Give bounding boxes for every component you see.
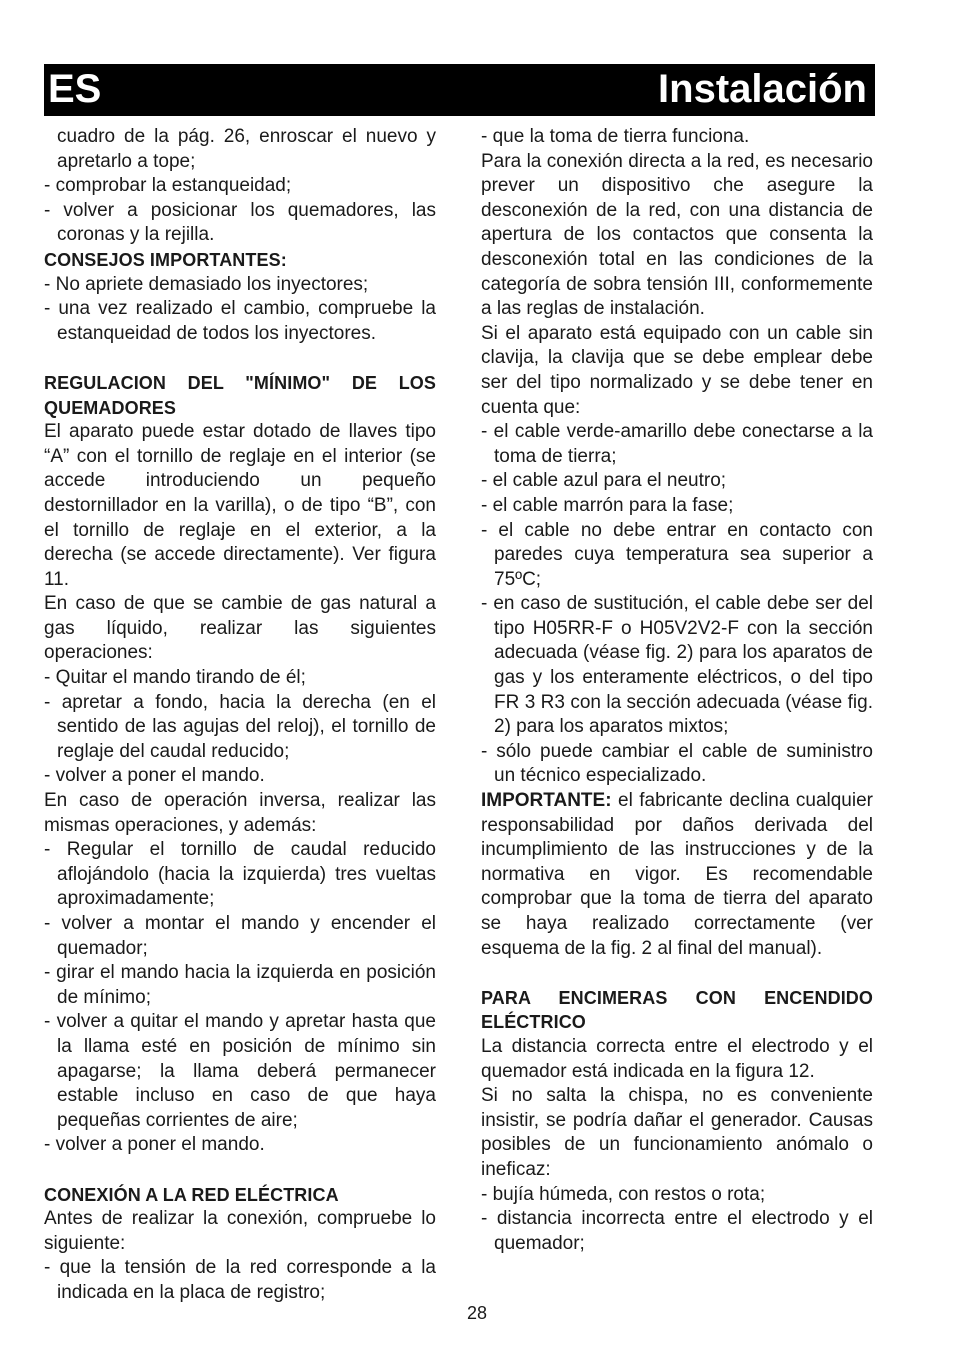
list-item: - Quitar el mando tirando de él;	[44, 667, 306, 689]
list-item: - Regular el tornillo de caudal reducido aflojándolo (hacia la izquierda) tres vueltas aproximadamente;	[44, 839, 436, 910]
page-header	[44, 64, 875, 116]
paragraph: Para la conexión directa a la red, es necesario prever un dispositivo che asegure la desconexión de la red, con una distancia de apertura de los contactos que consenta la desconexión total en las condiciones de la categoría de sobra tensión III, conformemente a las reglas de instalación.	[481, 150, 873, 320]
list-item: - una vez realizado el cambio, compruebe la estanqueidad de todos los inyectores.	[44, 298, 436, 344]
left-column	[44, 125, 436, 1306]
important-label: IMPORTANTE:	[481, 790, 612, 812]
list-item: - volver a poner el mando.	[44, 1134, 265, 1156]
list-item: - que la toma de tierra funciona.	[481, 126, 750, 147]
page-number: 28	[466, 1303, 488, 1323]
list-item: - sólo puede cambiar el cable de suministro un técnico especializado.	[481, 740, 873, 787]
section-heading: CONEXIÓN A LA RED ELÉCTRICA	[44, 1184, 339, 1205]
important-note	[481, 789, 873, 961]
language-code: ES	[48, 67, 102, 111]
list-item: - distancia incorrecta entre el electrodo y el quemador;	[481, 1208, 873, 1254]
list-item: - el cable azul para el neutro;	[481, 470, 727, 492]
list-item: - en caso de sustitución, el cable debe ser del tipo H05RR-F o H05V2V2-F con la sección adecuada (véase fig. 2) para los aparatos de gas y los enteramente eléctricos, o del tipo FR 3 R3 con la sección adecuada (véase fig. 2) para los aparatos mixtos;	[481, 593, 873, 738]
list-item: - bujía húmeda, con restos o rota;	[481, 1183, 766, 1205]
list-item: - que la tensión de la red corresponde a la indicada en la placa de registro;	[44, 1257, 436, 1303]
section-heading: PARA ENCIMERAS CON ENCENDIDO ELÉCTRICO	[481, 987, 873, 1033]
list-item: - volver a quitar el mando y apretar hasta que la llama esté en posición de mínimo sin apagarse; la llama deberá permanecer estable incluso en caso de que haya pequeñas corrientes de aire;	[44, 1011, 436, 1131]
section-heading: REGULACION DEL "MÍNIMO" DE LOS QUEMADORES	[44, 372, 436, 418]
list-item: - el cable marrón para la fase;	[481, 494, 734, 516]
list-item: - No apriete demasiado los inyectores;	[44, 273, 369, 295]
paragraph: cuadro de la pág. 26, enroscar el nuevo y apretarlo a tope;	[57, 126, 436, 172]
paragraph: En caso de que se cambie de gas natural a gas líquido, realizar las siguientes operaciones:	[44, 593, 436, 664]
important-text: el fabricante declina cualquier responsabilidad por daños derivada del incumplimiento de las instrucciones y de la normativa en vigor. Es recomendable comprobar que la toma de tierra del aparato se haya realizado correctamente (ver esquema de la fig. 2 al final del manual).	[481, 790, 873, 959]
list-item: - comprobar la estanqueidad;	[44, 175, 292, 197]
page-title: Instalación	[658, 67, 867, 111]
right-column	[481, 125, 873, 1256]
list-item: - volver a montar el mando y encender el quemador;	[44, 913, 436, 959]
paragraph: Si el aparato está equipado con un cable sin clavija, la clavija que se debe emplear debe ser del tipo normalizado y se debe tener en cuenta que:	[481, 322, 873, 418]
list-item: - volver a posicionar los quemadores, las coronas y la rejilla.	[44, 199, 436, 246]
paragraph: En caso de operación inversa, realizar las mismas operaciones, y además:	[44, 790, 436, 836]
list-item: - el cable verde-amarillo debe conectarse a la toma de tierra;	[481, 421, 873, 467]
list-item: - apretar a fondo, hacia la derecha (en el sentido de las agujas del reloj), el tornillo de reglaje del caudal reducido;	[44, 691, 436, 762]
paragraph: El aparato puede estar dotado de llaves tipo “A” con el tornillo de reglaje en el interior (se accede introduciendo un pequeño destornillador en la varilla), o de tipo “B”, con el tornillo de reglaje en el exterior, a la derecha (se accede directamente). Ver figura 11.	[44, 421, 436, 590]
list-item: - el cable no debe entrar en contacto con paredes cuya temperatura sea superior a 75ºC;	[481, 519, 873, 590]
paragraph: Si no salta la chispa, no es conveniente insistir, se podría dañar el generador. Causas posibles de un funcionamiento anómalo o ineficaz:	[481, 1085, 873, 1180]
section-heading: CONSEJOS IMPORTANTES:	[44, 249, 287, 270]
paragraph: Antes de realizar la conexión, compruebe lo siguiente:	[44, 1208, 436, 1254]
list-item: - girar el mando hacia la izquierda en posición de mínimo;	[44, 962, 436, 1008]
paragraph: La distancia correcta entre el electrodo y el quemador está indicada en la figura 12.	[481, 1035, 873, 1082]
list-item: - volver a poner el mando.	[44, 765, 265, 787]
